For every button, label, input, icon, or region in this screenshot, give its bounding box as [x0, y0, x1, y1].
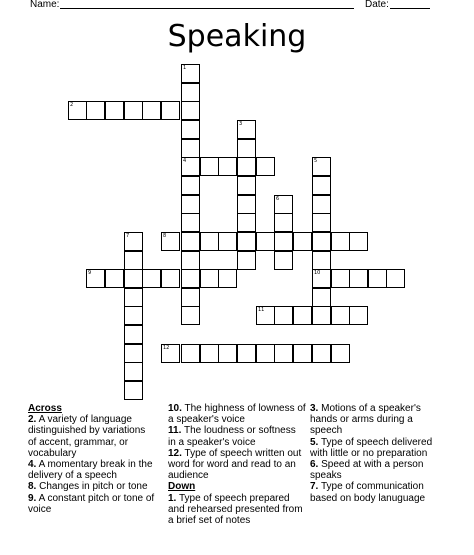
clue-across-8: 8. Changes in pitch or tone	[28, 481, 148, 493]
clue-across-10: 10. The highness of lowness of a speaker's voice	[168, 403, 306, 426]
clue-number-2: 2	[70, 102, 74, 108]
crossword-cell[interactable]	[181, 120, 200, 139]
crossword-cell[interactable]	[105, 101, 124, 120]
crossword-cell[interactable]	[161, 101, 180, 120]
crossword-cell[interactable]	[181, 83, 200, 102]
clue-number-3: 3	[239, 121, 243, 127]
clue-number-8: 8	[163, 233, 167, 239]
across-clues-col-1	[28, 403, 156, 515]
crossword-cell[interactable]	[256, 344, 275, 363]
crossword-cell[interactable]	[181, 251, 200, 270]
crossword-cell[interactable]	[349, 232, 368, 251]
date-label: Date:	[365, 0, 389, 10]
crossword-cell[interactable]	[181, 139, 200, 158]
crossword-cell[interactable]	[256, 157, 275, 176]
across-heading: Across	[28, 403, 62, 414]
crossword-cell[interactable]	[237, 195, 256, 214]
clue-number-10: 10	[314, 270, 321, 276]
crossword-cell[interactable]	[105, 269, 124, 288]
crossword-cell[interactable]	[237, 232, 256, 251]
crossword-cell[interactable]	[181, 101, 200, 120]
crossword-cell[interactable]	[312, 213, 331, 232]
crossword-cell[interactable]	[124, 362, 143, 381]
crossword-cell[interactable]	[124, 306, 143, 325]
crossword-cell[interactable]	[237, 213, 256, 232]
clue-across-11: 11. The loudness or softness in a speaker's voice	[168, 425, 296, 448]
crossword-cell[interactable]	[331, 344, 350, 363]
crossword-cell[interactable]	[124, 325, 143, 344]
clue-across-9: 9. A constant pitch or tone of voice	[28, 492, 155, 515]
clue-number-4: 4	[183, 158, 187, 164]
crossword-cell[interactable]	[200, 344, 219, 363]
clue-number-9: 9	[88, 270, 92, 276]
clue-number-5: 5	[314, 158, 318, 164]
crossword-cell[interactable]	[293, 232, 312, 251]
crossword-cell[interactable]	[124, 381, 143, 400]
crossword-cell[interactable]	[86, 101, 105, 120]
crossword-cell[interactable]	[218, 232, 237, 251]
clue-down-3: 3. Motions of a speaker's hands or arms during a speech	[310, 403, 421, 437]
crossword-cell[interactable]	[312, 306, 331, 325]
crossword-cell[interactable]	[237, 251, 256, 270]
crossword-cell[interactable]	[293, 306, 312, 325]
crossword-cell[interactable]	[386, 269, 405, 288]
crossword-cell[interactable]	[274, 251, 293, 270]
crossword-cell[interactable]	[200, 157, 219, 176]
name-label: Name:	[30, 0, 60, 10]
crossword-cell[interactable]	[368, 269, 387, 288]
crossword-cell[interactable]	[331, 306, 350, 325]
clue-number-1: 1	[183, 65, 187, 71]
crossword-cell[interactable]	[181, 288, 200, 307]
down-heading: Down	[168, 481, 196, 493]
crossword-cell[interactable]	[312, 344, 331, 363]
crossword-cell[interactable]	[256, 232, 275, 251]
clue-number-11: 11	[258, 307, 265, 313]
clue-across-2: 2. A variety of language distinguished by variations of accent, grammar, or vocabulary	[28, 414, 146, 459]
crossword-cell[interactable]	[124, 251, 143, 270]
clue-down-6: 6. Speed at with a person speaks	[310, 459, 424, 482]
down-clues-col-3	[310, 403, 445, 504]
crossword-cell[interactable]	[200, 232, 219, 251]
crossword-cell[interactable]	[293, 344, 312, 363]
crossword-cell[interactable]	[218, 344, 237, 363]
crossword-cell[interactable]	[142, 269, 161, 288]
crossword-cell[interactable]	[237, 139, 256, 158]
crossword-cell[interactable]	[312, 195, 331, 214]
clue-down-1: 1. Type of speech prepared and rehearsed presented from a brief set of notes	[168, 492, 303, 527]
crossword-cell[interactable]	[274, 306, 293, 325]
clue-number-6: 6	[276, 196, 280, 202]
crossword-cell[interactable]	[274, 344, 293, 363]
crossword-cell[interactable]	[312, 232, 331, 251]
crossword-cell[interactable]	[312, 288, 331, 307]
crossword-cell[interactable]	[161, 269, 180, 288]
crossword-cell[interactable]	[181, 195, 200, 214]
crossword-cell[interactable]	[200, 269, 219, 288]
crossword-cell[interactable]	[237, 157, 256, 176]
crossword-cell[interactable]	[124, 344, 143, 363]
clue-down-5: 5. Type of speech delivered with little or no preparation	[310, 436, 433, 459]
crossword-cell[interactable]	[124, 269, 143, 288]
crossword-cell[interactable]	[331, 269, 350, 288]
crossword-cell[interactable]	[349, 306, 368, 325]
crossword-cell[interactable]	[312, 176, 331, 195]
page-title: Speaking	[167, 19, 307, 54]
clue-across-12: 12. Type of speech written out word for word and read to an audience	[168, 447, 302, 482]
crossword-cell[interactable]	[237, 176, 256, 195]
crossword-cell[interactable]	[124, 288, 143, 307]
crossword-cell[interactable]	[312, 251, 331, 270]
crossword-cell[interactable]	[181, 344, 200, 363]
crossword-cell[interactable]	[181, 176, 200, 195]
crossword-cell[interactable]	[218, 269, 237, 288]
crossword-cell[interactable]	[181, 269, 200, 288]
crossword-cell[interactable]	[124, 101, 143, 120]
clue-across-4: 4. A momentary break in the delivery of a speech	[28, 459, 153, 482]
crossword-cell[interactable]	[349, 269, 368, 288]
clue-number-12: 12	[163, 345, 170, 351]
clues-col-2	[168, 403, 306, 526]
crossword-cell[interactable]	[181, 213, 200, 232]
crossword-cell[interactable]	[181, 306, 200, 325]
crossword-cell[interactable]	[218, 157, 237, 176]
clue-number-7: 7	[126, 233, 130, 239]
crossword-cell[interactable]	[274, 232, 293, 251]
clue-down-7: 7. Type of communication based on body lanuguage	[310, 481, 426, 504]
crossword-cell[interactable]	[237, 344, 256, 363]
crossword-cell[interactable]	[274, 213, 293, 232]
crossword-cell[interactable]	[181, 232, 200, 251]
crossword-cell[interactable]	[331, 232, 350, 251]
crossword-cell[interactable]	[142, 101, 161, 120]
